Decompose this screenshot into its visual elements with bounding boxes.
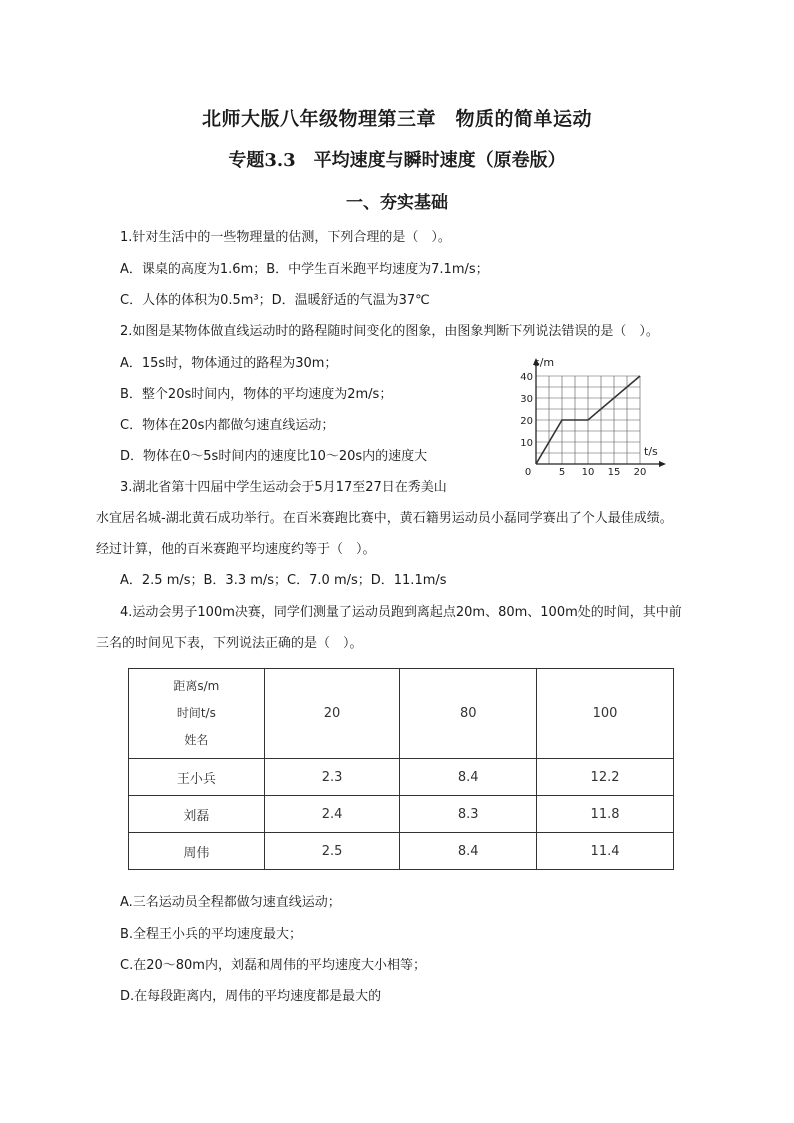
- q2-option-a: A．15s时，物体通过的路程为30m；: [120, 356, 338, 371]
- q4-option-a: A.三名运动员全程都做匀速直线运动；: [120, 895, 341, 910]
- x-tick-label: 0: [524, 467, 532, 478]
- table-cell: 8.4: [400, 759, 537, 796]
- corner-distance-label: 距离s/m: [173, 679, 220, 693]
- table-cell: 2.4: [264, 796, 400, 833]
- graph-x-axis-label: t/s: [644, 445, 658, 458]
- y-tick-label: 10: [520, 438, 533, 449]
- q1-stem: 1.针对生活中的一些物理量的估测，下列合理的是（ ）。: [120, 230, 451, 245]
- x-tick-label: 15: [607, 467, 621, 478]
- graph-tick-labels: [520, 372, 646, 478]
- graph-y-axis-label: s/m: [534, 356, 555, 369]
- section-heading: 一、夯实基础: [346, 193, 448, 213]
- x-axis-arrow: [659, 461, 666, 467]
- y-tick-label: 40: [520, 372, 533, 383]
- q2-option-b: B．整个20s时间内，物体的平均速度为2m/s；: [120, 387, 393, 402]
- q2-option-d: D．物体在0～5s时间内的速度比10～20s内的速度大: [120, 449, 428, 464]
- q2-stem: 2.如图是某物体做直线运动时的路程随时间变化的图象，由图象判断下列说法错误的是（ ）。: [120, 324, 659, 339]
- distance-time-graph: [506, 352, 676, 480]
- x-tick-label: 10: [581, 467, 595, 478]
- q3-line-1: 3.湖北省第十四届中学生运动会于5月17至27日在秀美山: [120, 480, 447, 495]
- q1-options-ab: A．课桌的高度为1.6m；B．中学生百米跑平均速度为7.1m/s；: [120, 262, 489, 277]
- q2-option-c: C．物体在20s内都做匀速直线运动；: [120, 418, 335, 433]
- corner-name-label: 姓名: [184, 733, 209, 747]
- y-tick-label: 30: [520, 394, 533, 405]
- row-name: 王小兵: [129, 759, 265, 796]
- corner-time-label: 时间t/s: [176, 706, 216, 720]
- q4-option-d: D.在每段距离内，周伟的平均速度都是最大的: [120, 989, 382, 1004]
- q3-line-2: 水宜居名城-湖北黄石成功举行。在百米赛跑比赛中，黄石籍男运动员小磊同学赛出了个人最佳成绩。: [96, 511, 673, 526]
- column-header-80: 80: [400, 669, 537, 759]
- document-title: 北师大版八年级物理第三章 物质的简单运动: [201, 108, 592, 130]
- q4-option-b: B.全程王小兵的平均速度最大；: [120, 927, 303, 942]
- column-header-100: 100: [537, 669, 674, 759]
- row-name: 周伟: [129, 833, 265, 870]
- table-row: [129, 796, 674, 833]
- table-header-row: [129, 669, 674, 759]
- table-cell: 11.4: [537, 833, 674, 870]
- x-tick-label: 5: [558, 467, 566, 478]
- table-cell: 11.8: [537, 796, 674, 833]
- table-cell: 2.5: [264, 833, 400, 870]
- table-cell: 12.2: [537, 759, 674, 796]
- table-corner-cell: [129, 669, 265, 759]
- q4-line-2: 三名的时间见下表，下列说法正确的是（ ）。: [96, 636, 363, 651]
- column-header-20: 20: [264, 669, 400, 759]
- table-row: [129, 759, 674, 796]
- q3-line-3: 经过计算，他的百米赛跑平均速度约等于（ ）。: [96, 542, 376, 557]
- table-row: [129, 833, 674, 870]
- row-name: 刘磊: [129, 796, 265, 833]
- table-cell: 2.3: [264, 759, 400, 796]
- y-tick-label: 20: [520, 416, 533, 427]
- q1-options-cd: C．人体的体积为0.5m³；D．温暖舒适的气温为37℃: [120, 293, 430, 308]
- q4-option-c: C.在20～80m内，刘磊和周伟的平均速度大小相等；: [120, 958, 426, 973]
- q4-line-1: 4.运动会男子100m决赛，同学们测量了运动员跑到离起点20m、80m、100m处的时间，其中前: [120, 605, 682, 620]
- x-tick-label: 20: [633, 467, 647, 478]
- document-subtitle: 专题3.3 平均速度与瞬时速度（原卷版）: [228, 150, 566, 171]
- q3-options: A．2.5 m/s；B．3.3 m/s；C．7.0 m/s；D．11.1m/s: [120, 573, 447, 588]
- table-cell: 8.3: [400, 796, 537, 833]
- results-table: [128, 668, 674, 870]
- table-cell: 8.4: [400, 833, 537, 870]
